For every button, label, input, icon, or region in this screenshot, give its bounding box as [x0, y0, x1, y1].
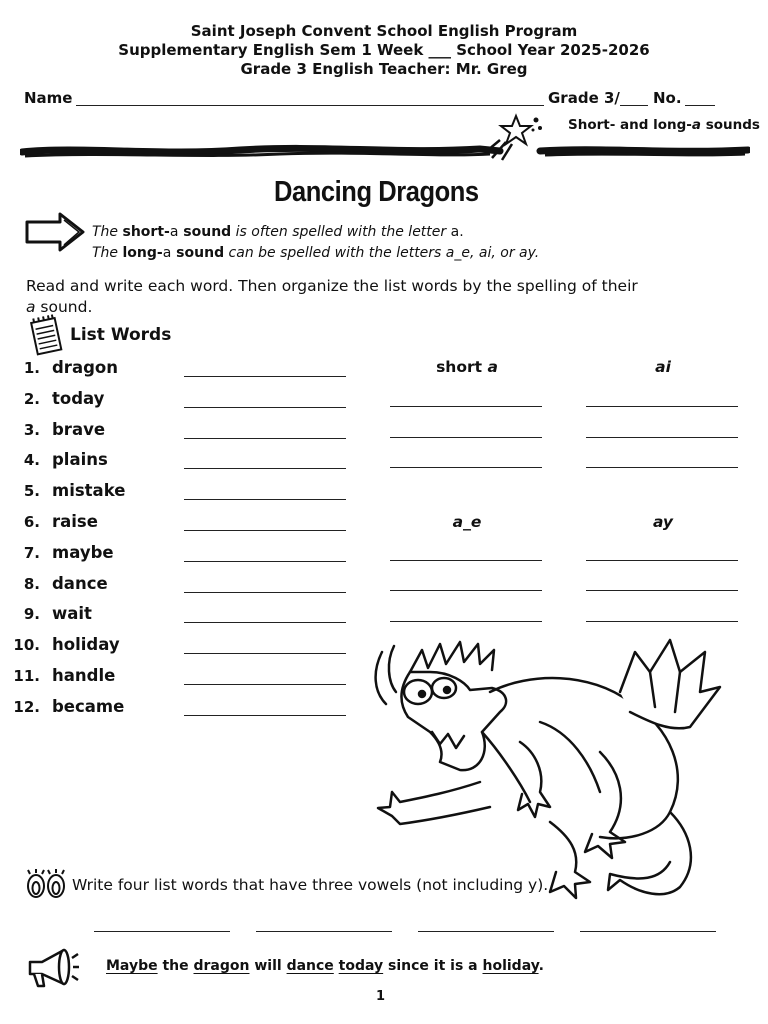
- sort-blank[interactable]: [390, 590, 542, 591]
- word-text: mistake: [52, 481, 126, 500]
- list-item: [8, 358, 118, 377]
- word-write-blank[interactable]: [184, 438, 346, 439]
- brush-divider: [20, 142, 750, 162]
- word-write-blank[interactable]: [184, 407, 346, 408]
- list-item: [8, 389, 104, 408]
- word-text: plains: [52, 450, 108, 469]
- list-item: [8, 481, 125, 500]
- word-number: 4.: [23, 451, 40, 469]
- vowel-answer-4[interactable]: [580, 931, 716, 932]
- word-text: wait: [52, 604, 92, 623]
- word-number: 8.: [23, 575, 40, 593]
- header-line-2: Supplementary English Sem 1 Week ___ School Year 2025-2026: [118, 41, 650, 59]
- vowel-answer-1[interactable]: [94, 931, 230, 932]
- sort-blank[interactable]: [390, 467, 542, 468]
- vowel-answer-2[interactable]: [256, 931, 392, 932]
- sort-blank[interactable]: [390, 560, 542, 561]
- name-field[interactable]: [76, 105, 544, 106]
- word-number: 3.: [23, 421, 40, 439]
- arrow-icon: [24, 212, 86, 252]
- sort-blank[interactable]: [586, 437, 738, 438]
- col-header-a-e: a_e: [452, 513, 482, 531]
- word-write-blank[interactable]: [184, 530, 346, 531]
- number-label: No.: [653, 89, 682, 107]
- word-number: 11.: [13, 667, 40, 685]
- sort-blank[interactable]: [390, 621, 542, 622]
- sort-blank[interactable]: [586, 560, 738, 561]
- list-words-heading: List Words: [70, 325, 172, 345]
- col-header-short-a: short a: [436, 358, 498, 376]
- sort-blank[interactable]: [390, 406, 542, 407]
- instructions-line-2: a sound.: [26, 298, 93, 316]
- word-write-blank[interactable]: [184, 592, 346, 593]
- word-write-blank[interactable]: [184, 684, 346, 685]
- header-line-1: Saint Joseph Convent School English Program: [190, 22, 578, 40]
- word-number: 7.: [23, 544, 40, 562]
- word-number: 5.: [23, 482, 40, 500]
- number-field[interactable]: [685, 105, 715, 106]
- list-item: [8, 512, 98, 531]
- dictation-sentence: Maybe the dragon will dance today since it is a holiday.: [106, 958, 544, 974]
- sort-blank[interactable]: [586, 467, 738, 468]
- list-item: [8, 543, 114, 562]
- list-item: [8, 666, 115, 685]
- word-write-blank[interactable]: [184, 622, 346, 623]
- dragon-illustration: [370, 632, 745, 902]
- word-text: became: [52, 697, 125, 716]
- word-write-blank[interactable]: [184, 376, 346, 377]
- megaphone-icon: [24, 946, 80, 990]
- word-text: holiday: [52, 635, 120, 654]
- vowel-answer-3[interactable]: [418, 931, 554, 932]
- long-a-rule: The long-a sound can be spelled with the letters a_e, ai, or ay.: [92, 245, 540, 261]
- sort-blank[interactable]: [586, 406, 738, 407]
- short-a-rule: The short-a sound is often spelled with the letter a.: [92, 224, 464, 240]
- list-item: [8, 604, 92, 623]
- word-write-blank[interactable]: [184, 499, 346, 500]
- word-number: 10.: [13, 636, 40, 654]
- list-item: [8, 635, 120, 654]
- name-label: Name: [24, 89, 73, 107]
- word-number: 2.: [23, 390, 40, 408]
- word-write-blank[interactable]: [184, 653, 346, 654]
- col-header-ay: ay: [652, 513, 674, 531]
- word-number: 6.: [23, 513, 40, 531]
- word-number: 1.: [23, 359, 40, 377]
- word-text: maybe: [52, 543, 114, 562]
- list-item: [8, 697, 124, 716]
- header-line-3: Grade 3 English Teacher: Mr. Greg: [240, 60, 528, 78]
- word-text: handle: [52, 666, 116, 685]
- word-text: dance: [52, 574, 108, 593]
- word-write-blank[interactable]: [184, 561, 346, 562]
- list-item: [8, 574, 108, 593]
- grade-field[interactable]: [620, 105, 648, 106]
- col-header-ai: ai: [655, 358, 671, 376]
- word-text: dragon: [52, 358, 118, 377]
- list-item: [8, 420, 105, 439]
- word-text: raise: [52, 512, 98, 531]
- list-item: [8, 450, 108, 469]
- sort-blank[interactable]: [390, 437, 542, 438]
- footprints-icon: [24, 868, 68, 900]
- word-number: 12.: [13, 698, 40, 716]
- notepad-icon: [28, 314, 66, 356]
- page-title: Dancing Dragons: [274, 176, 479, 208]
- vowel-task: Write four list words that have three vowels (not including y).: [72, 876, 549, 894]
- word-write-blank[interactable]: [184, 468, 346, 469]
- word-number: 9.: [23, 605, 40, 623]
- skill-badge: Short- and long-a sounds: [568, 117, 760, 133]
- sort-blank[interactable]: [586, 621, 738, 622]
- grade-label: Grade 3/: [548, 89, 620, 107]
- sort-blank[interactable]: [586, 590, 738, 591]
- page-number: 1: [376, 989, 386, 1004]
- instructions-line-1: Read and write each word. Then organize the list words by the spelling of their: [26, 277, 638, 295]
- word-text: brave: [52, 420, 106, 439]
- word-text: today: [52, 389, 105, 408]
- word-write-blank[interactable]: [184, 715, 346, 716]
